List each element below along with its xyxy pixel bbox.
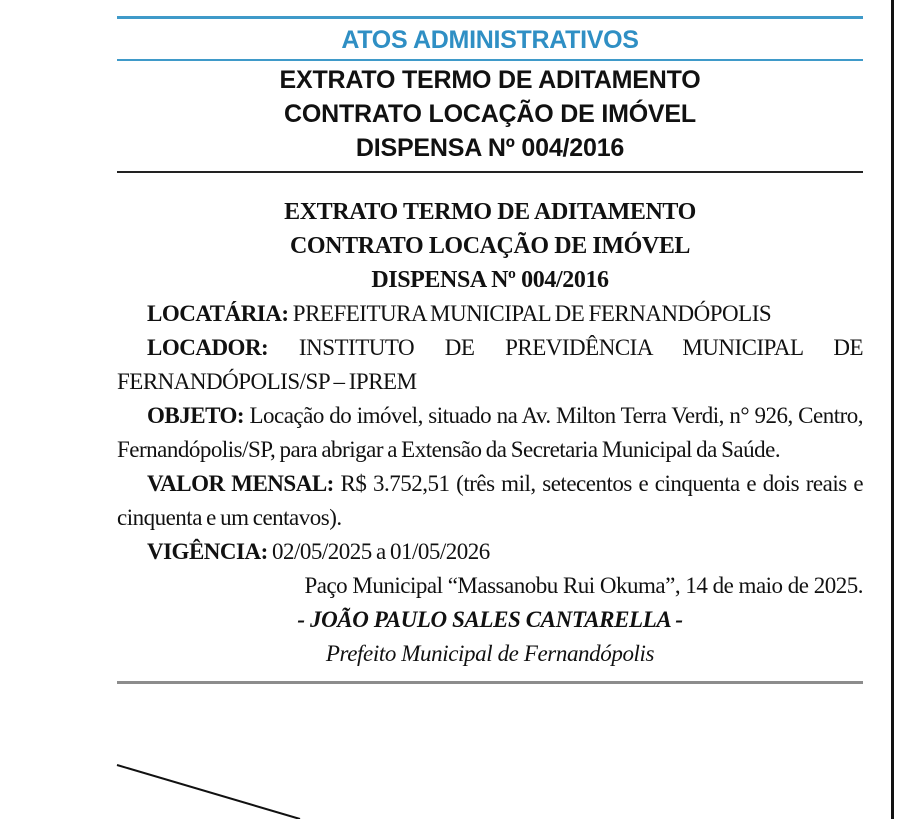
- locataria-value: PREFEITURA MUNICIPAL DE FERNANDÓPOLIS: [292, 301, 772, 326]
- header-black-rule: [117, 171, 863, 173]
- field-vigencia: [117, 535, 863, 569]
- locador-label: LOCADOR:: [147, 335, 269, 360]
- header-sans-line2: CONTRATO LOCAÇÃO DE IMÓVEL: [284, 100, 696, 128]
- place-date: Paço Municipal “Massanobu Rui Okuma”, 14 de maio de 2025.: [304, 573, 863, 598]
- document-column: [117, 0, 863, 684]
- section-blue-rule: [117, 59, 863, 61]
- section-title: ATOS ADMINISTRATIVOS: [341, 26, 639, 54]
- diagonal-line: [117, 765, 300, 819]
- header-sans: [117, 63, 863, 165]
- top-blue-rule: [117, 16, 863, 19]
- header-sans-line1: EXTRATO TERMO DE ADITAMENTO: [279, 66, 701, 94]
- locataria-label: LOCATÁRIA:: [147, 301, 289, 326]
- header-serif-line1: EXTRATO TERMO DE ADITAMENTO: [284, 199, 696, 225]
- field-locador: [117, 331, 863, 399]
- objeto-value: Locação do imóvel, situado na Av. Milton Terra Verdi, n° 926, Centro, Fernandópolis/SP, para abrigar a Extensão da Secretaria Municipal da Saúde.: [117, 403, 863, 462]
- vigencia-label: VIGÊNCIA:: [147, 539, 268, 564]
- bottom-gray-rule: [117, 681, 863, 684]
- valor-label: VALOR MENSAL:: [147, 471, 334, 496]
- vigencia-value: 02/05/2025 a 01/05/2026: [271, 539, 490, 564]
- header-serif: [117, 195, 863, 297]
- valor-value: R$ 3.752,51 (três mil, setecentos e cinquenta e dois reais e cinquenta e um centavos).: [117, 471, 864, 530]
- header-serif-line3: DISPENSA Nº 004/2016: [371, 267, 609, 293]
- locador-value: INSTITUTO DE PREVIDÊNCIA MUNICIPAL DE FERNANDÓPOLIS/SP – IPREM: [117, 335, 864, 394]
- signatory-name: - JOÃO PAULO SALES CANTARELLA -: [297, 607, 683, 632]
- objeto-label: OBJETO:: [147, 403, 245, 428]
- field-locataria: [117, 297, 863, 331]
- field-objeto: [117, 399, 863, 467]
- header-sans-line3: DISPENSA Nº 004/2016: [355, 134, 625, 162]
- field-valor: [117, 467, 863, 535]
- signatory-role: Prefeito Municipal de Fernandópolis: [325, 641, 655, 666]
- header-serif-line2: CONTRATO LOCAÇÃO DE IMÓVEL: [289, 233, 691, 259]
